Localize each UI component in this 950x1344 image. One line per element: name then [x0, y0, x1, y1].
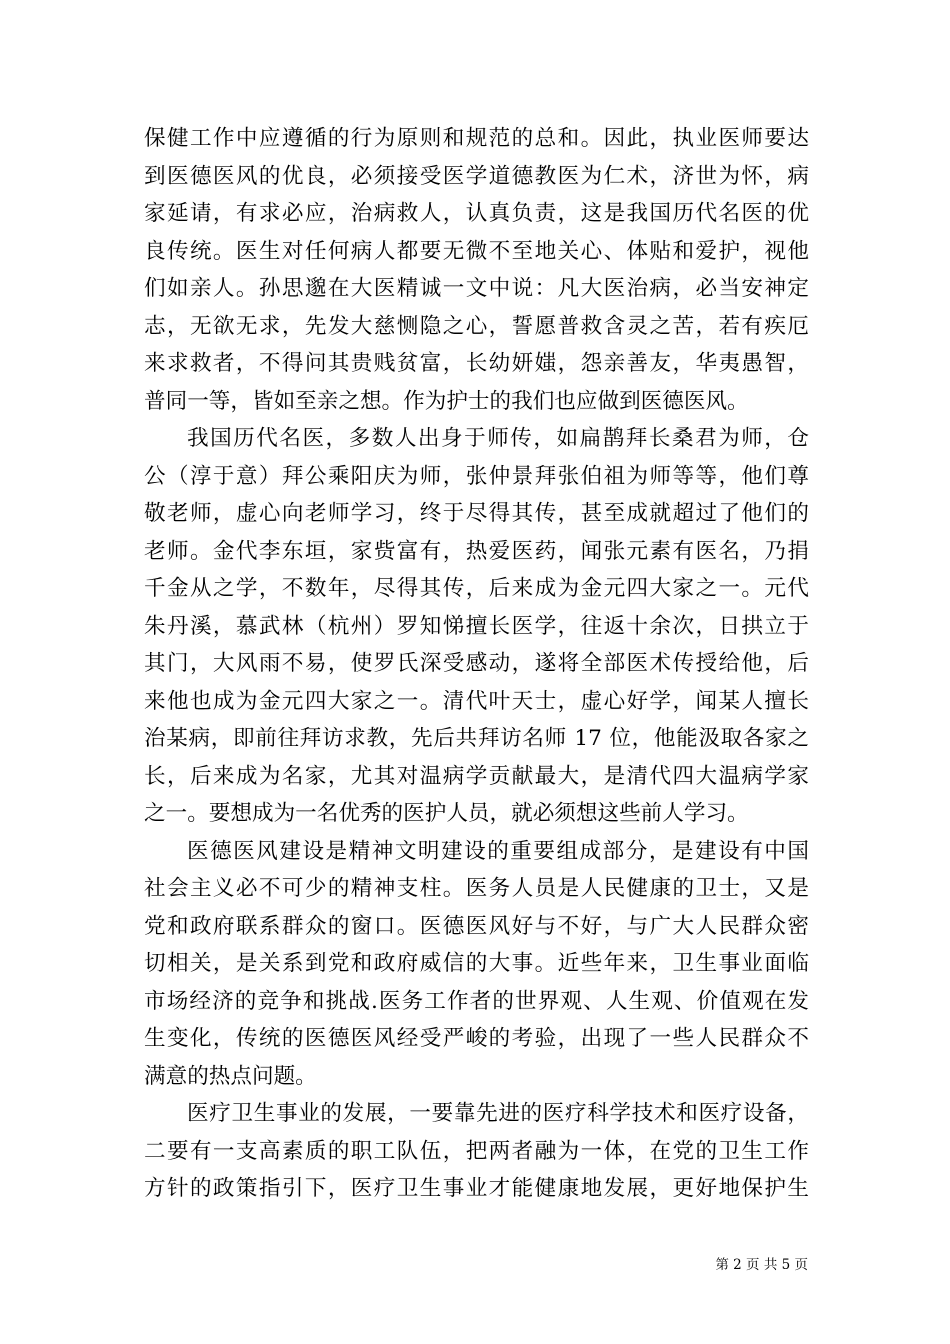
paragraph: [144, 833, 809, 1096]
paragraph: [144, 120, 809, 420]
text-line: 方针的政策指引下，医疗卫生事业才能健康地发展，更好地保护生: [144, 1176, 809, 1201]
text-line: 志，无欲无求，先发大慈恻隐之心，誓愿普救含灵之苦，若有疾厄: [144, 313, 809, 339]
text-line: 切相关，是关系到党和政府威信的大事。近些年来，卫生事业面临: [144, 951, 809, 976]
text-line: 长，后来成为名家，尤其对温病学贡献最大，是清代四大温病学家: [144, 763, 809, 789]
text-line: 保健工作中应遵循的行为原则和规范的总和。因此，执业医师要达: [144, 126, 809, 151]
text-line: 朱丹溪，慕武林（杭州）罗知悌擅长医学，往返十余次，日拱立于: [144, 613, 809, 639]
text-line: 党和政府联系群众的窗口。医德医风好与不好，与广大人民群众密: [144, 913, 809, 939]
text-line: 医德医风建设是精神文明建设的重要组成部分，是建设有中国: [187, 838, 809, 864]
text-line: 家延请，有求必应，治病救人，认真负责，这是我国历代名医的优: [144, 201, 809, 226]
text-line: 生变化，传统的医德医风经受严峻的考验，出现了一些人民群众不: [144, 1026, 809, 1051]
body-text: [144, 120, 809, 1208]
page-footer: 第 2 页 共 5 页: [715, 1257, 808, 1273]
text-line: 其门，大风雨不易，使罗氏深受感动，遂将全部医术传授给他，后: [144, 651, 809, 676]
text-line: 二要有一支高素质的职工队伍，把两者融为一体，在党的卫生工作: [144, 1138, 809, 1164]
text-line: 到医德医风的优良，必须接受医学道德教医为仁术，济世为怀，病: [144, 163, 809, 189]
text-line: 们如亲人。孙思邈在大医精诚一文中说：凡大医治病，必当安神定: [144, 276, 809, 301]
text-line: 良传统。医生对任何病人都要无微不至地关心、体贴和爱护，视他: [144, 238, 809, 264]
text-line: 来他也成为金元四大家之一。清代叶天士，虚心好学，闻某人擅长: [144, 688, 809, 714]
text-line: 市场经济的竞争和挑战.医务工作者的世界观、人生观、价值观在发: [144, 988, 809, 1014]
text-line: 来求救者，不得问其贵贱贫富，长幼妍媸，怨亲善友，华夷愚智，: [144, 351, 809, 376]
text-line: 老师。金代李东垣，家赀富有，热爱医药，闻张元素有医名，乃捐: [144, 538, 809, 564]
text-line: 之一。要想成为一名优秀的医护人员，就必须想这些前人学习。: [144, 801, 749, 826]
text-line: 普同一等，皆如至亲之想。作为护士的我们也应做到医德医风。: [144, 388, 749, 414]
text-line: 社会主义必不可少的精神支柱。医务人员是人民健康的卫士，又是: [144, 876, 809, 901]
text-line: 公（淳于意）拜公乘阳庆为师，张仲景拜张伯祖为师等等，他们尊: [144, 463, 809, 489]
text-line: 千金从之学，不数年，尽得其传，后来成为金元四大家之一。元代: [144, 576, 809, 601]
text-line: 满意的热点问题。: [144, 1063, 317, 1089]
paragraph: [144, 1095, 809, 1208]
paragraph: [144, 420, 809, 833]
text-line: 我国历代名医，多数人出身于师传，如扁鹊拜长桑君为师，仓: [187, 426, 809, 451]
text-line: 治某病，即前往拜访求教，先后共拜访名师 17 位，他能汲取各家之: [144, 726, 809, 751]
text-line: 敬老师，虚心向老师学习，终于尽得其传，甚至成就超过了他们的: [144, 501, 809, 526]
text-line: 医疗卫生事业的发展，一要靠先进的医疗科学技术和医疗设备，: [187, 1101, 809, 1126]
